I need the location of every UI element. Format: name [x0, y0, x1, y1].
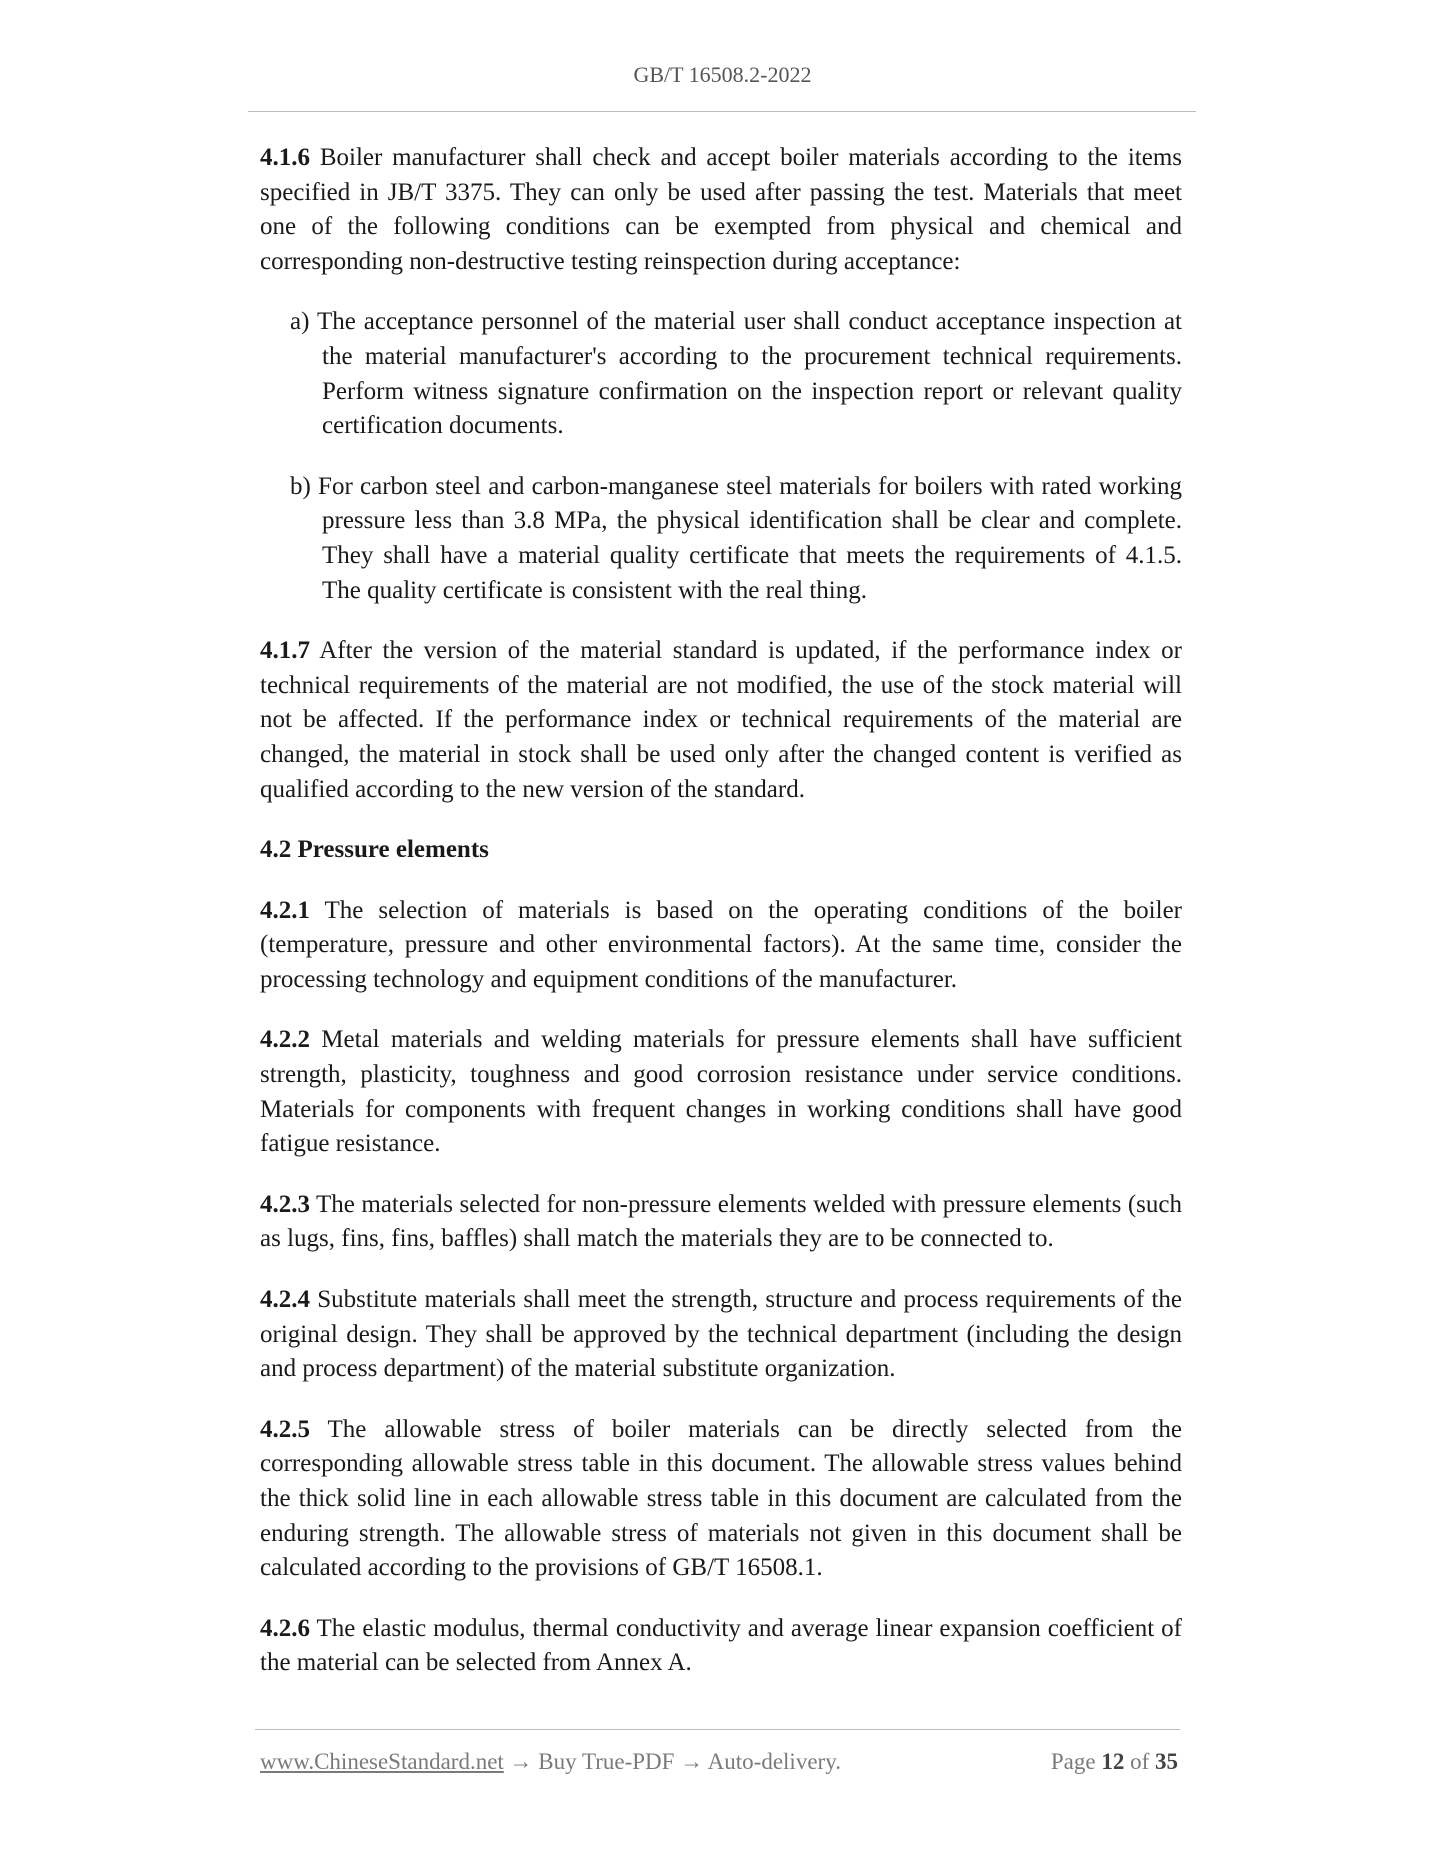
page-number: 12	[1101, 1749, 1125, 1774]
buy-pdf-text: Buy True-PDF	[538, 1749, 675, 1774]
clause-4-1-6	[260, 141, 1182, 279]
clause-number: 4.2.5	[260, 1415, 310, 1443]
clause-number: 4.2.6	[260, 1614, 310, 1642]
arrow-right-icon: →	[674, 1749, 708, 1774]
clause-4-2-1	[260, 894, 1182, 998]
clause-number: 4.2.3	[260, 1190, 310, 1218]
clause-4-2-6	[260, 1612, 1182, 1681]
list-item-a: a) The acceptance personnel of the material user shall conduct acceptance inspection at the material manufacturer's according to the procurement technical requirements. Perform witness signature confirmation on the inspection report or relevant quality certification documents.	[290, 308, 1182, 440]
page-indicator	[1051, 1749, 1178, 1775]
page-header-title: GB/T 16508.2-2022	[633, 62, 812, 87]
clause-number: 4.2.1	[260, 896, 310, 924]
clause-4-2-4	[260, 1283, 1182, 1387]
clause-number: 4.2.4	[260, 1286, 310, 1314]
clause-text: The elastic modulus, thermal conductivity and average linear expansion coefficient of the material can be selected from Annex A.	[260, 1614, 1182, 1677]
clause-text: After the version of the material standard is updated, if the performance index or technical requirements of the material are not modified, the use of the stock material will not be affected. If the performance index or technical requirements of the material are changed, the material in stock shall be used only after the changed content is verified as qualified according to the new version of the standard.	[260, 637, 1182, 803]
clause-text: Substitute materials shall meet the strength, structure and process requirements of the original design. They shall be approved by the technical department (including the design and process department) of the material substitute organization.	[260, 1286, 1182, 1383]
clause-4-1-7	[260, 634, 1182, 807]
clause-text: The selection of materials is based on the operating conditions of the boiler (temperature, pressure and other environmental factors). At the same time, consider the processing technology and equipment conditions of the manufacturer.	[260, 896, 1182, 993]
clause-number: 4.2.2	[260, 1026, 310, 1054]
footer-divider	[255, 1729, 1180, 1730]
list-item-b: b) For carbon steel and carbon-manganese steel materials for boilers with rated working pressure less than 3.8 MPa, the physical identification shall be clear and complete. They shall have a material quality certificate that meets the requirements of 4.1.5. The quality certificate is consistent with the real thing.	[290, 472, 1182, 604]
clause-4-2-5	[260, 1413, 1182, 1586]
clause-text: The materials selected for non-pressure elements welded with pressure elements (such as lugs, fins, fins, baffles) shall match the materials they are to be connected to.	[260, 1190, 1182, 1253]
clause-number: 4.1.7	[260, 637, 310, 665]
clause-text: The allowable stress of boiler materials can be directly selected from the corresponding allowable stress table in this document. The allowable stress values behind the thick solid line in each allowable stress table in this document are calculated from the enduring strength. The allowable stress of materials not given in this document shall be calculated according to the provisions of GB/T 16508.1.	[260, 1415, 1182, 1582]
header-divider	[248, 111, 1196, 112]
clause-text: Boiler manufacturer shall check and accept boiler materials according to the items specified in JB/T 3375. They can only be used after passing the test. Materials that meet one of the following conditions can be exempted from physical and chemical and corresponding non-destructive testing reinspection during acceptance:	[260, 144, 1182, 275]
document-body	[260, 141, 1182, 1707]
footer-promo	[260, 1749, 841, 1775]
website-link[interactable]: www.ChineseStandard.net	[260, 1749, 504, 1774]
clause-number: 4.1.6	[260, 144, 310, 171]
clause-4-2-2	[260, 1023, 1182, 1161]
of-label: of	[1124, 1749, 1155, 1774]
clause-text: Metal materials and welding materials for pressure elements shall have sufficient strength, plasticity, toughness and good corrosion resistance under service conditions. Materials for components with frequent changes in working conditions shall have good fatigue resistance.	[260, 1026, 1182, 1158]
page-total: 35	[1155, 1749, 1178, 1774]
clause-4-2-3	[260, 1188, 1182, 1257]
arrow-right-icon: →	[503, 1749, 539, 1774]
section-heading-4-2: 4.2 Pressure elements	[260, 836, 489, 864]
auto-delivery-text: Auto-delivery.	[707, 1749, 841, 1774]
page-label: Page	[1050, 1749, 1102, 1774]
